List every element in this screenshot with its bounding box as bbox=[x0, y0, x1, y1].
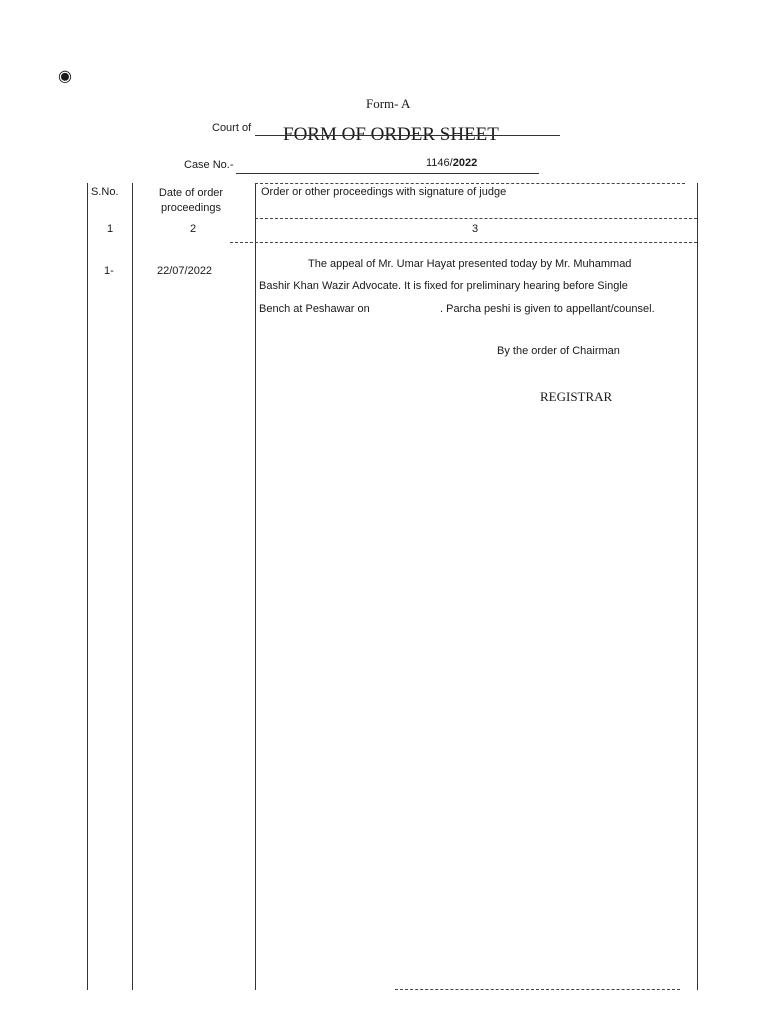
row-date: 22/07/2022 bbox=[157, 265, 213, 277]
case-line bbox=[236, 173, 539, 174]
column-number: 3 bbox=[472, 223, 479, 235]
row-divider bbox=[255, 183, 685, 184]
order-text-line: . Parcha peshi is given to appellant/counsel. bbox=[440, 303, 655, 315]
court-label: Court of bbox=[212, 122, 252, 134]
order-text-line: Bashir Khan Wazir Advocate. It is fixed for preliminary hearing before Single bbox=[259, 280, 628, 292]
header-sno: S.No. bbox=[91, 186, 119, 198]
case-year: 2022 bbox=[452, 157, 478, 169]
column-number: 2 bbox=[190, 223, 197, 235]
registrar-signatory: REGISTRAR bbox=[540, 389, 613, 404]
case-number bbox=[426, 157, 477, 169]
row-divider bbox=[255, 218, 697, 219]
column-divider bbox=[255, 183, 256, 990]
order-text-line: Bench at Peshawar on bbox=[259, 303, 370, 315]
row-divider bbox=[395, 989, 680, 990]
case-label: Case No.- bbox=[184, 159, 234, 171]
row-sno: 1- bbox=[104, 265, 114, 277]
column-divider bbox=[132, 183, 133, 990]
header-date: Date of order proceedings bbox=[158, 187, 224, 214]
header-order: Order or other proceedings with signature of judge bbox=[261, 186, 507, 198]
page-title: FORM OF ORDER SHEET bbox=[283, 124, 499, 145]
row-divider bbox=[230, 242, 697, 243]
court-line bbox=[255, 135, 560, 136]
stamp-mark-icon: ◉ bbox=[58, 68, 72, 85]
table-border-left bbox=[87, 183, 88, 990]
case-number-value: 1146/ bbox=[426, 157, 453, 169]
column-number: 1 bbox=[107, 223, 114, 235]
table-border-right bbox=[697, 183, 698, 990]
form-label: Form- A bbox=[366, 96, 411, 111]
by-order-text: By the order of Chairman bbox=[497, 345, 620, 357]
order-text-line: The appeal of Mr. Umar Hayat presented today by Mr. Muhammad bbox=[308, 258, 632, 270]
